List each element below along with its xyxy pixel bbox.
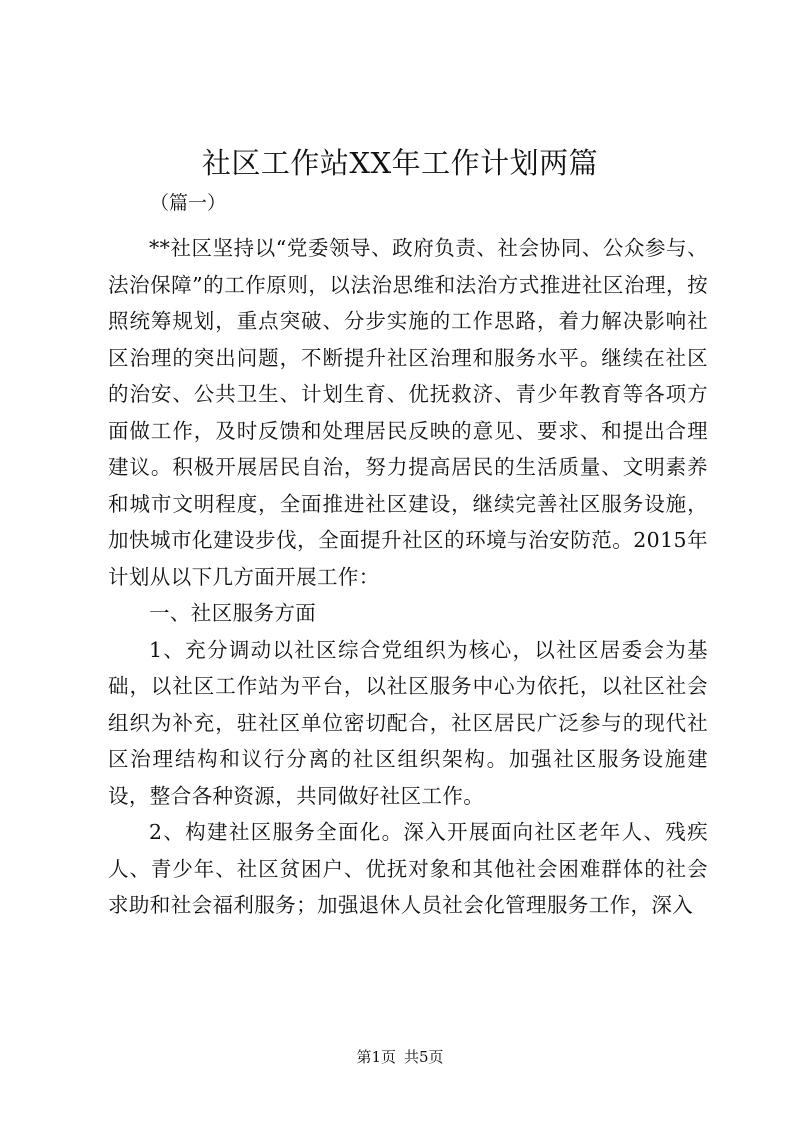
document-title: 社区工作站XX年工作计划两篇 [201, 146, 599, 180]
section-heading-community-service: 一、社区服务方面 [149, 601, 317, 625]
document-body [108, 230, 708, 924]
page-number-current: 第1页 [356, 1048, 396, 1066]
document-subtitle: （篇一） [150, 192, 227, 214]
page-footer [0, 1046, 800, 1068]
page-number-total: 共5页 [404, 1048, 444, 1066]
paragraph-item-2: 2、构建社区服务全面化。深入开展面向社区老年人、残疾人、青少年、社区贫困户、优抚对象和其他社会困难群体的社会求助和社会福利服务；加强退休人员社会化管理服务工作，深入 [108, 820, 708, 917]
paragraph-item-1: 1、充分调动以社区综合党组织为核心，以社区居委会为基础，以社区工作站为平台，以社区服务中心为依托，以社区社会组织为补充，驻社区单位密切配合，社区居民广泛参与的现代社区治理结构和议行分离的社区组织架构。加强社区服务设施建设，整合各种资源，共同做好社区工作。 [108, 637, 708, 808]
paragraph-intro: **社区坚持以“党委领导、政府负责、社会协同、公众参与、法治保障”的工作原则，以法治思维和法治方式推进社区治理，按照统筹规划，重点突破、分步实施的工作思路，着力解决影响社区治理的突出问题，不断提升社区治理和服务水平。继续在社区的治安、公共卫生、计划生育、优抚救济、青少年教育等各项方面做工作，及时反馈和处理居民反映的意见、要求、和提出合理建议。积极开展居民自治，努力提高居民的生活质量、文明素养和城市文明程度，全面推进社区建设，继续完善社区服务设施，加快城市化建设步伐，全面提升社区的环境与治安防范。2015年计划从以下几方面开展工作： [108, 236, 708, 589]
